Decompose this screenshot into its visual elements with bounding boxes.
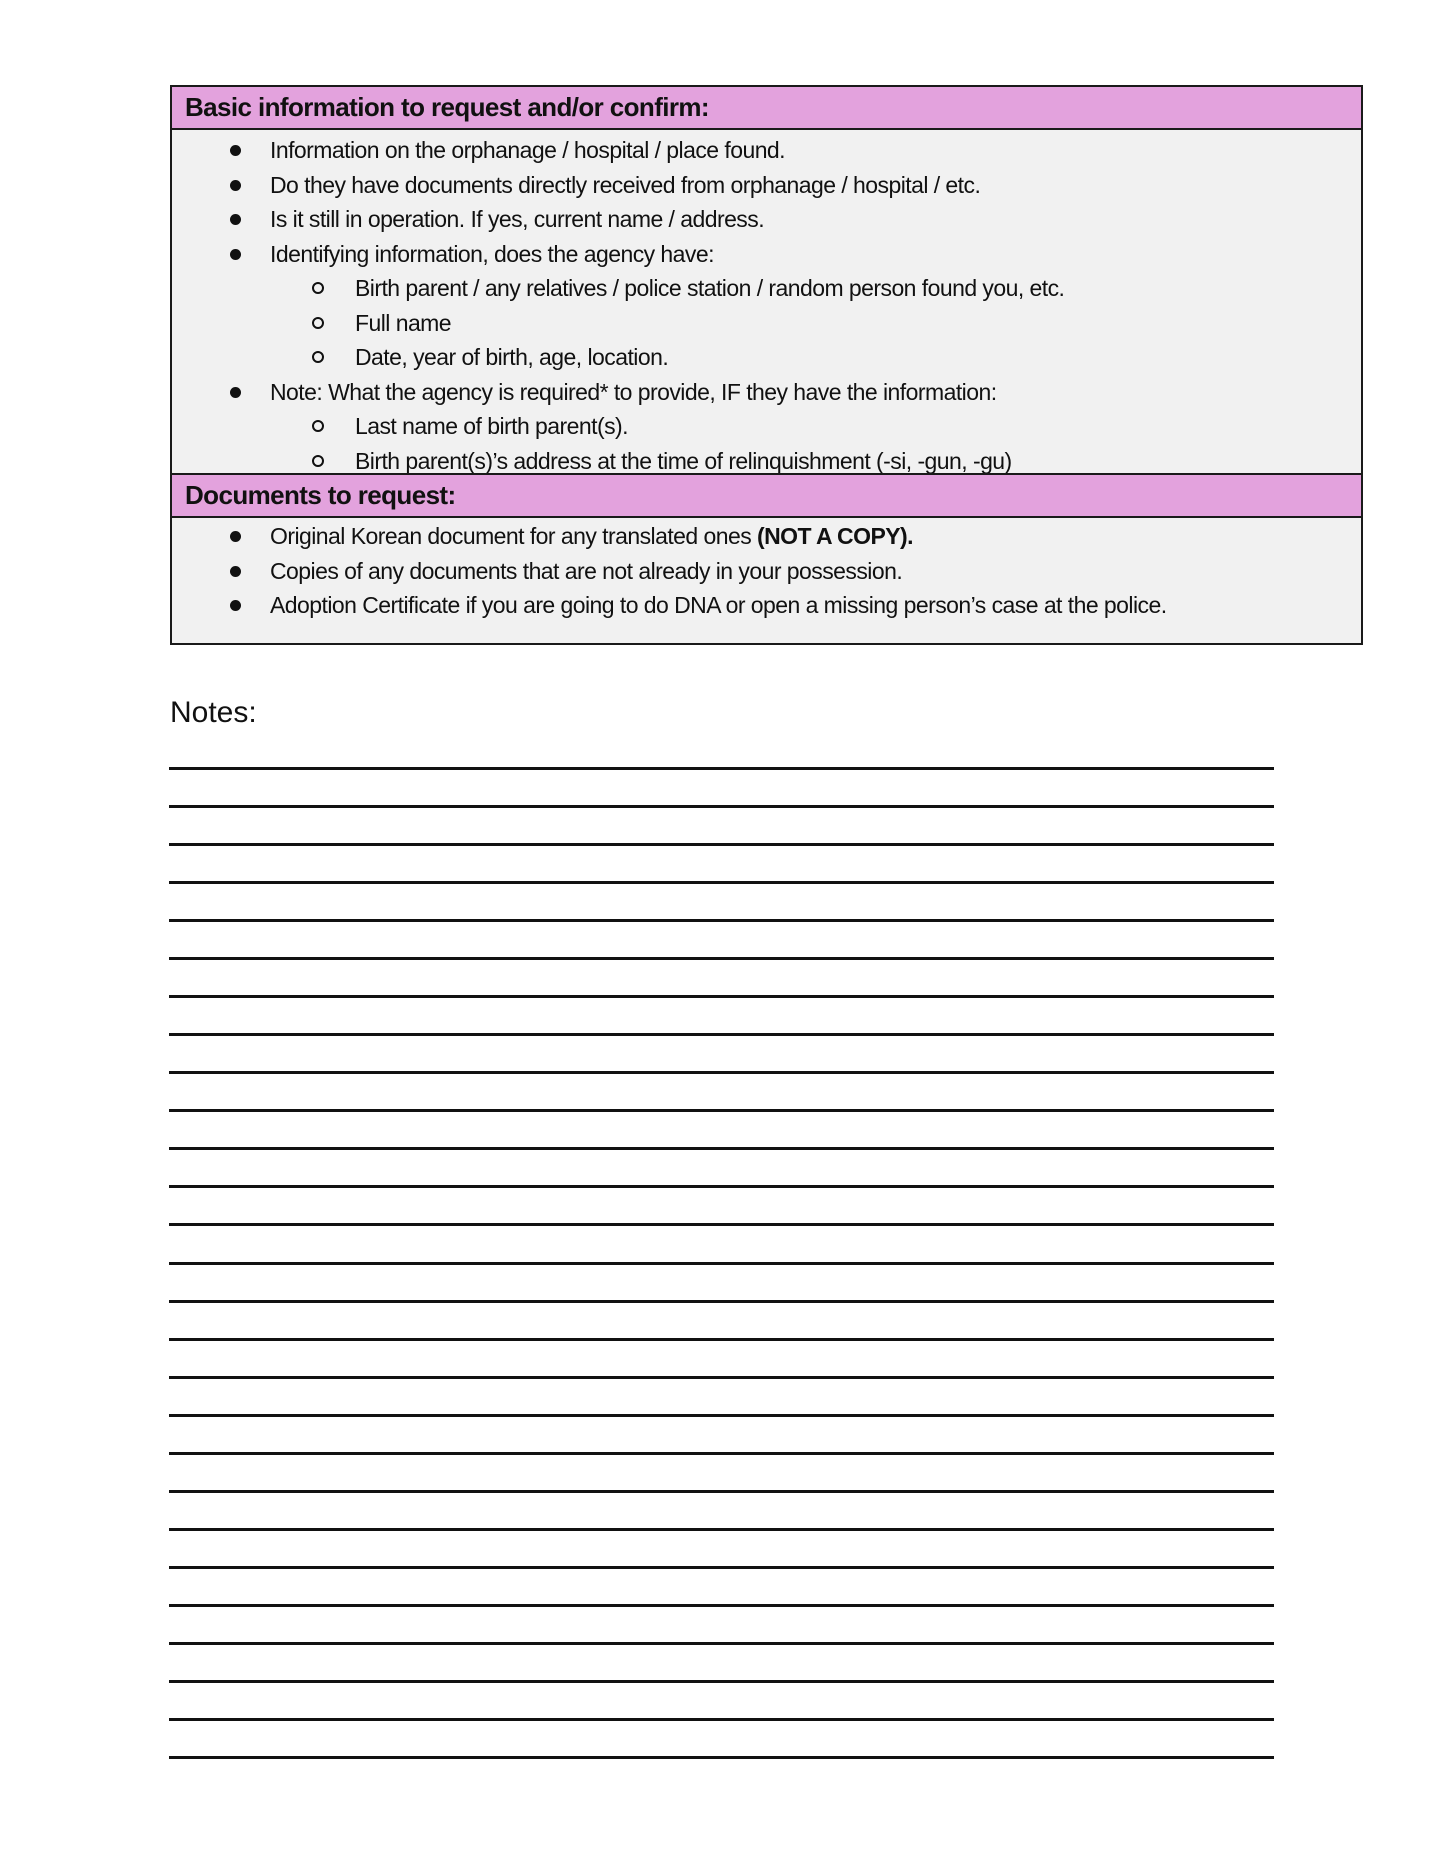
list-item: [172, 237, 1361, 271]
notes-writing-line: [169, 1604, 1274, 1607]
list-item: [172, 375, 1361, 409]
notes-writing-line: [169, 919, 1274, 922]
bullet-icon: [230, 387, 241, 398]
notes-writing-line: [169, 1300, 1274, 1303]
notes-writing-line: [169, 1680, 1274, 1683]
notes-writing-line: [169, 1185, 1274, 1188]
notes-writing-line: [169, 1642, 1274, 1645]
hollow-bullet-icon: [312, 317, 324, 329]
notes-writing-line: [169, 1033, 1274, 1036]
notes-writing-line: [169, 1147, 1274, 1150]
list-item-text: [270, 519, 913, 553]
notes-writing-line: [169, 1414, 1274, 1417]
list-item-text: Note: What the agency is required* to provide, IF they have the information:: [270, 378, 997, 405]
sub-list-item: [172, 271, 1361, 305]
list-item-text: Identifying information, does the agency have:: [270, 240, 714, 267]
list-item-text: Last name of birth parent(s).: [355, 413, 628, 439]
list-item: [172, 588, 1361, 622]
notes-writing-line: [169, 1528, 1274, 1531]
notes-writing-line: [169, 881, 1274, 884]
bullet-icon: [230, 249, 241, 260]
bullet-icon: [230, 145, 241, 156]
bullet-icon: [230, 566, 241, 577]
notes-writing-line: [169, 1452, 1274, 1455]
notes-writing-line: [169, 1071, 1274, 1074]
sub-list-item: [172, 409, 1361, 443]
list-item-text: Information on the orphanage / hospital / place found.: [270, 137, 786, 163]
notes-writing-line: [169, 1262, 1274, 1265]
sub-list-item: [172, 306, 1361, 340]
hollow-bullet-icon: [312, 282, 324, 294]
notes-label: Notes:: [170, 696, 257, 729]
notes-writing-line: [169, 1338, 1274, 1341]
list-item-text-regular: Original Korean document for any translated ones: [270, 523, 758, 549]
notes-writing-line: [169, 1756, 1274, 1759]
notes-writing-line: [169, 1109, 1274, 1112]
list-item: [172, 202, 1361, 236]
notes-writing-line: [169, 805, 1274, 808]
hollow-bullet-icon: [312, 455, 324, 467]
notes-writing-line: [169, 1376, 1274, 1379]
list-item-text: Is it still in operation. If yes, current name / address.: [270, 206, 765, 232]
list-item: [172, 168, 1361, 202]
section-header-basic-info: Basic information to request and/or confirm:: [172, 87, 1361, 130]
list-item-text: Birth parent(s)’s address at the time of relinquishment (-si, -gun, -gu): [355, 447, 1012, 474]
notes-writing-line: [169, 1223, 1274, 1226]
hollow-bullet-icon: [312, 420, 324, 432]
notes-writing-line: [169, 957, 1274, 960]
list-item-text: Copies of any documents that are not already in your possession.: [270, 557, 903, 584]
bullet-icon: [230, 531, 241, 542]
bullet-icon: [230, 600, 241, 611]
list-item-text: Birth parent / any relatives / police station / random person found you, etc.: [355, 275, 1065, 301]
list-item: [172, 554, 1361, 588]
list-item-text-bold: (NOT A COPY).: [757, 523, 913, 549]
list-item-text: Adoption Certificate if you are going to do DNA or open a missing person’s case at the police.: [270, 592, 1167, 618]
bullet-icon: [230, 214, 241, 225]
list-item: [172, 133, 1361, 167]
section-header-documents: Documents to request:: [172, 473, 1361, 518]
list-item: [172, 519, 1361, 553]
notes-writing-line: [169, 1566, 1274, 1569]
list-item-text: Date, year of birth, age, location.: [355, 344, 669, 370]
info-table: [170, 85, 1363, 645]
notes-writing-line: [169, 767, 1274, 770]
notes-writing-line: [169, 1490, 1274, 1493]
hollow-bullet-icon: [312, 351, 324, 363]
notes-writing-line: [169, 995, 1274, 998]
notes-writing-line: [169, 1718, 1274, 1721]
bullet-icon: [230, 180, 241, 191]
notes-writing-line: [169, 843, 1274, 846]
list-item-text: Full name: [355, 309, 452, 336]
sub-list-item: [172, 340, 1361, 374]
list-item-text: Do they have documents directly received from orphanage / hospital / etc.: [270, 171, 981, 198]
